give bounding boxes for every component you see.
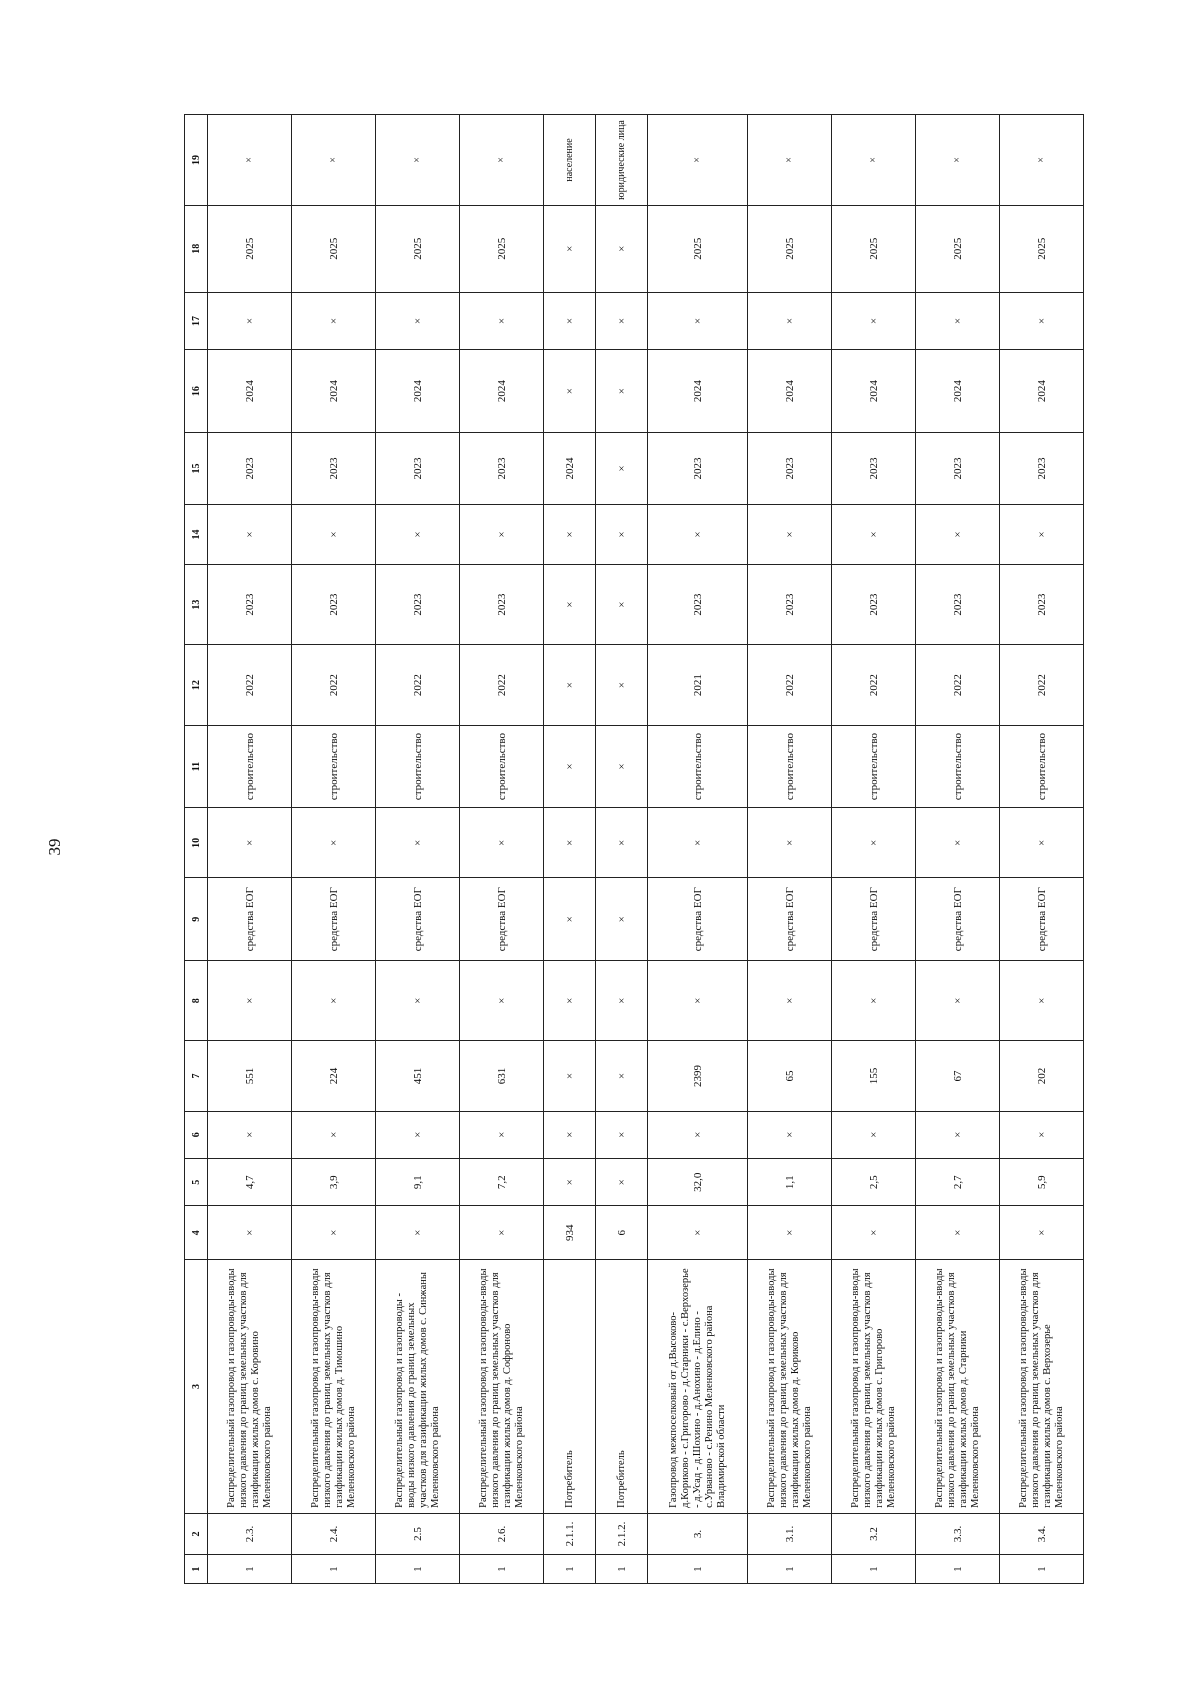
table-cell: 2023 [376, 564, 460, 644]
table-cell: 2023 [916, 564, 1000, 644]
table-cell: × [460, 505, 544, 565]
table-cell: × [748, 115, 832, 206]
table-cell: × [916, 1111, 1000, 1158]
table-cell: × [916, 115, 1000, 206]
table-cell: строительство [748, 725, 832, 808]
table-cell: × [596, 505, 648, 565]
col-header: 17 [185, 292, 208, 350]
table-cell: × [376, 1111, 460, 1158]
table-cell: × [376, 808, 460, 878]
table-cell: 1 [832, 1555, 916, 1584]
table-cell: × [596, 564, 648, 644]
table-cell: 2023 [916, 432, 1000, 504]
table-cell: 2024 [292, 350, 376, 433]
table-cell: × [208, 808, 292, 878]
table-cell: 1 [748, 1555, 832, 1584]
table-cell: строительство [832, 725, 916, 808]
table-cell: × [648, 1111, 748, 1158]
table-cell: 2022 [832, 645, 916, 725]
table-cell: × [832, 115, 916, 206]
table-cell: 2023 [292, 432, 376, 504]
table-cell: × [292, 292, 376, 350]
table-cell: 451 [376, 1041, 460, 1111]
table-cell: 2023 [460, 564, 544, 644]
table-cell: средства ЕОГ [292, 878, 376, 961]
table-cell: × [208, 1111, 292, 1158]
table-cell: 1,1 [748, 1159, 832, 1206]
gasification-schedule-table [184, 114, 1084, 1584]
table-cell: 631 [460, 1041, 544, 1111]
table-cell: 155 [832, 1041, 916, 1111]
table-cell: 2022 [916, 645, 1000, 725]
table-cell: × [1000, 505, 1084, 565]
table-cell: 2023 [832, 432, 916, 504]
table-cell: × [1000, 960, 1084, 1040]
table-cell: 1 [544, 1555, 596, 1584]
col-header: 19 [185, 115, 208, 206]
table-cell: 2023 [292, 564, 376, 644]
table-cell: × [1000, 115, 1084, 206]
table-cell: × [832, 960, 916, 1040]
table-cell: 3.4. [1000, 1513, 1084, 1554]
table-cell: 202 [1000, 1041, 1084, 1111]
table-cell: 2024 [208, 350, 292, 433]
table-row [544, 115, 596, 1584]
table-cell: × [832, 292, 916, 350]
table-cell: 2023 [748, 432, 832, 504]
table-cell: 2023 [1000, 432, 1084, 504]
col-header: 3 [185, 1260, 208, 1514]
table-cell: 2.5 [376, 1513, 460, 1554]
table-cell: × [208, 505, 292, 565]
rotated-table-frame [184, 114, 1068, 1584]
table-cell: 2399 [648, 1041, 748, 1111]
col-header: 5 [185, 1159, 208, 1206]
table-cell: юридические лица [596, 115, 648, 206]
table-cell: 2022 [748, 645, 832, 725]
table-cell: × [596, 350, 648, 433]
table-cell: 2025 [1000, 205, 1084, 292]
table-cell: × [596, 645, 648, 725]
table-cell: средства ЕОГ [648, 878, 748, 961]
col-header: 14 [185, 505, 208, 565]
table-cell: 2023 [208, 564, 292, 644]
col-header: 15 [185, 432, 208, 504]
table-cell: 2021 [648, 645, 748, 725]
col-header: 1 [185, 1555, 208, 1584]
table-cell: 7,2 [460, 1159, 544, 1206]
table-cell: 2025 [208, 205, 292, 292]
table-cell: население [544, 115, 596, 206]
table-cell: 2.4. [292, 1513, 376, 1554]
table-cell: × [292, 1111, 376, 1158]
table-cell: × [748, 505, 832, 565]
table-cell: 3.2 [832, 1513, 916, 1554]
table-cell: × [292, 960, 376, 1040]
table-cell: 2023 [460, 432, 544, 504]
table-cell: × [376, 505, 460, 565]
table-cell: × [648, 292, 748, 350]
table-cell: средства ЕОГ [460, 878, 544, 961]
table-cell: × [596, 1111, 648, 1158]
col-header: 16 [185, 350, 208, 433]
table-cell: × [376, 960, 460, 1040]
col-header: 6 [185, 1111, 208, 1158]
col-header: 9 [185, 878, 208, 961]
table-cell: × [376, 115, 460, 206]
table-cell: 2024 [748, 350, 832, 433]
table-cell-description: Потребитель [544, 1260, 596, 1514]
table-cell: × [544, 808, 596, 878]
table-cell: × [648, 505, 748, 565]
col-header: 4 [185, 1206, 208, 1260]
table-cell: 2025 [460, 205, 544, 292]
table-cell: 2025 [748, 205, 832, 292]
table-cell: × [648, 960, 748, 1040]
table-cell: 1 [648, 1555, 748, 1584]
table-cell: × [376, 1206, 460, 1260]
table-cell: × [292, 1206, 376, 1260]
table-cell: × [832, 808, 916, 878]
table-row [916, 115, 1000, 1584]
table-cell: 2022 [1000, 645, 1084, 725]
table-row [460, 115, 544, 1584]
table-cell: 2023 [648, 564, 748, 644]
table-cell: × [460, 1206, 544, 1260]
table-cell: средства ЕОГ [832, 878, 916, 961]
table-cell: 1 [916, 1555, 1000, 1584]
table-cell: строительство [916, 725, 1000, 808]
col-header: 8 [185, 960, 208, 1040]
table-cell-description: Распределительный газопровод и газопроводы-вводы низкого давления до границ земельных участков для газификации жилых домов д. Кориково Меленковского района [748, 1260, 832, 1514]
table-cell: строительство [208, 725, 292, 808]
table-cell: средства ЕОГ [916, 878, 1000, 961]
table-cell: 2.3. [208, 1513, 292, 1554]
table-cell: × [544, 350, 596, 433]
table-cell: 2023 [208, 432, 292, 504]
table-cell: 65 [748, 1041, 832, 1111]
table-cell-description: Распределительный газопровод и газопроводы-вводы низкого давления до границ земельных участков для газификации жилых домов с. Григорово Меленковского района [832, 1260, 916, 1514]
table-cell: × [544, 205, 596, 292]
table-cell: 2023 [748, 564, 832, 644]
table-cell: 1 [1000, 1555, 1084, 1584]
table-cell: × [916, 292, 1000, 350]
table-cell: × [544, 1159, 596, 1206]
table-cell: × [596, 960, 648, 1040]
table-cell: строительство [648, 725, 748, 808]
table-cell: 2.6. [460, 1513, 544, 1554]
table-cell: × [916, 1206, 1000, 1260]
table-cell: 1 [292, 1555, 376, 1584]
table-cell: 2024 [648, 350, 748, 433]
table-cell: × [748, 292, 832, 350]
table-cell: × [648, 808, 748, 878]
table-cell: × [544, 878, 596, 961]
table-row [832, 115, 916, 1584]
table-cell: × [460, 808, 544, 878]
table-cell: × [460, 292, 544, 350]
table-cell: средства ЕОГ [208, 878, 292, 961]
table-cell: × [596, 432, 648, 504]
table-cell: средства ЕОГ [748, 878, 832, 961]
table-cell: × [544, 645, 596, 725]
table-cell-description: Распределительный газопровод и газопроводы - вводы низкого давления до границ земельных участков для газификации жилых домов с. Синжаны Меленковского района [376, 1260, 460, 1514]
table-cell: 934 [544, 1206, 596, 1260]
table-cell: 224 [292, 1041, 376, 1111]
table-cell: 2.1.2. [596, 1513, 648, 1554]
table-cell-description: Распределительный газопровод и газопроводы-вводы низкого давления до границ земельных участков для газификации жилых домов с. Верхозерье Меленковского района [1000, 1260, 1084, 1514]
table-cell: строительство [1000, 725, 1084, 808]
table-cell-description: Потребитель [596, 1260, 648, 1514]
table-cell: средства ЕОГ [1000, 878, 1084, 961]
table-cell: × [208, 1206, 292, 1260]
table-cell: 2.1.1. [544, 1513, 596, 1554]
table-cell: 1 [208, 1555, 292, 1584]
header-row [185, 115, 208, 1584]
table-cell: 1 [376, 1555, 460, 1584]
table-cell: × [916, 505, 1000, 565]
table-cell: 2023 [1000, 564, 1084, 644]
table-cell: × [832, 1111, 916, 1158]
table-cell: × [1000, 1111, 1084, 1158]
table-cell: 32,0 [648, 1159, 748, 1206]
table-cell: 2024 [832, 350, 916, 433]
table-cell: 2023 [832, 564, 916, 644]
col-header: 12 [185, 645, 208, 725]
table-row [1000, 115, 1084, 1584]
table-cell: 2025 [292, 205, 376, 292]
table-cell: 2022 [208, 645, 292, 725]
table-cell: 2025 [916, 205, 1000, 292]
table-cell: × [544, 1041, 596, 1111]
table-cell: 3.1. [748, 1513, 832, 1554]
table-cell: 2,5 [832, 1159, 916, 1206]
table-cell: × [208, 960, 292, 1040]
col-header: 18 [185, 205, 208, 292]
table-cell: 2024 [376, 350, 460, 433]
table-cell: × [544, 564, 596, 644]
table-cell: 3.3. [916, 1513, 1000, 1554]
table-cell: 67 [916, 1041, 1000, 1111]
table-cell-description: Распределительный газопровод и газопроводы-вводы низкого давления до границ земельных участков для газификации жилых домов д. Софроново Меленковского района [460, 1260, 544, 1514]
table-cell: × [292, 505, 376, 565]
table-cell: 2024 [916, 350, 1000, 433]
table-row [376, 115, 460, 1584]
table-cell: × [596, 808, 648, 878]
table-cell: × [1000, 808, 1084, 878]
table-cell: × [460, 1111, 544, 1158]
table-cell: × [596, 1159, 648, 1206]
table-cell: 1 [460, 1555, 544, 1584]
table-cell-description: Распределительный газопровод и газопроводы-вводы низкого давления до границ земельных участков для газификации жилых домов д. Тимошино Меленковского района [292, 1260, 376, 1514]
table-cell: 3. [648, 1513, 748, 1554]
table-cell: 2022 [376, 645, 460, 725]
table-cell: строительство [292, 725, 376, 808]
table-cell: 2025 [376, 205, 460, 292]
table-cell: средства ЕОГ [376, 878, 460, 961]
table-cell: × [544, 505, 596, 565]
table-cell: × [648, 115, 748, 206]
table-cell: × [748, 808, 832, 878]
table-cell: × [544, 960, 596, 1040]
table-cell: × [1000, 292, 1084, 350]
table-cell: 2023 [648, 432, 748, 504]
table-cell: × [832, 505, 916, 565]
table-cell: 2024 [1000, 350, 1084, 433]
table-cell: 2025 [832, 205, 916, 292]
table-row [648, 115, 748, 1584]
page-number: 39 [45, 838, 64, 856]
table-cell: × [544, 725, 596, 808]
table-cell: 2025 [648, 205, 748, 292]
table-cell: × [916, 960, 1000, 1040]
table-cell: × [1000, 1206, 1084, 1260]
table-cell: 3,9 [292, 1159, 376, 1206]
table-cell: 6 [596, 1206, 648, 1260]
table-cell: 2023 [376, 432, 460, 504]
table-cell-description: Распределительный газопровод и газопроводы-вводы низкого давления до границ земельных участков для газификации жилых домов с. Коровино Меленковского района [208, 1260, 292, 1514]
table-cell: × [376, 292, 460, 350]
table-cell-description: Газопровод межпоселковый от д.Высоково- д.Кориково - с.Григорово - д.Старники - с.Верхозерье - д.Усад - д.Шохино - д.Анохино - д.Елино - с.Урвановo - с.Ренино Меленковского района Владимирской области [648, 1260, 748, 1514]
table-cell: × [596, 205, 648, 292]
table-cell-description: Распределительный газопровод и газопроводы-вводы низкого давления до границ земельных участков для газификации жилых домов д. Старники Меленковского района [916, 1260, 1000, 1514]
col-header: 11 [185, 725, 208, 808]
table-cell: × [460, 960, 544, 1040]
table-cell: × [596, 725, 648, 808]
table-cell: × [596, 878, 648, 961]
table-row [292, 115, 376, 1584]
table-cell: 2024 [460, 350, 544, 433]
table-cell: 5,9 [1000, 1159, 1084, 1206]
col-header: 13 [185, 564, 208, 644]
table-row [748, 115, 832, 1584]
table-cell: 2024 [544, 432, 596, 504]
table-cell: × [748, 1111, 832, 1158]
table-cell: × [208, 292, 292, 350]
table-cell: 4,7 [208, 1159, 292, 1206]
table-cell: строительство [460, 725, 544, 808]
table-cell: × [748, 1206, 832, 1260]
table-cell: 551 [208, 1041, 292, 1111]
table-cell: × [648, 1206, 748, 1260]
table-cell: × [596, 1041, 648, 1111]
col-header: 7 [185, 1041, 208, 1111]
col-header: 10 [185, 808, 208, 878]
table-cell: 2,7 [916, 1159, 1000, 1206]
table-cell: × [596, 292, 648, 350]
table-cell: 2022 [292, 645, 376, 725]
table-cell: × [916, 808, 1000, 878]
table-row [208, 115, 292, 1584]
table-cell: × [208, 115, 292, 206]
table-cell: × [292, 808, 376, 878]
table-cell: × [292, 115, 376, 206]
table-cell: × [544, 1111, 596, 1158]
table-cell: 2022 [460, 645, 544, 725]
table-cell: строительство [376, 725, 460, 808]
table-cell: 1 [596, 1555, 648, 1584]
table-cell: × [460, 115, 544, 206]
table-cell: × [832, 1206, 916, 1260]
table-row [596, 115, 648, 1584]
col-header: 2 [185, 1513, 208, 1554]
table-body [208, 115, 1084, 1584]
table-cell: 9,1 [376, 1159, 460, 1206]
table-cell: × [748, 960, 832, 1040]
table-cell: × [544, 292, 596, 350]
